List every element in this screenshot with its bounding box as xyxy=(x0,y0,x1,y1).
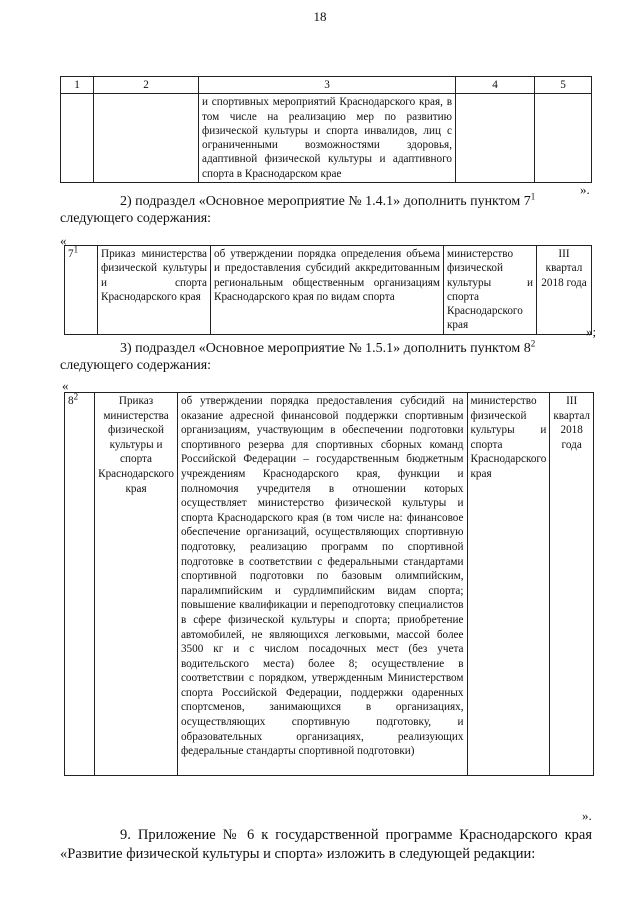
closing-quote: ». xyxy=(580,182,590,197)
cell-number: $7^1$ xyxy=(65,246,98,335)
cell-subject: об утверждении порядка предоставления субсидий на оказание адресной финансовой поддержки спортивным организациям, участвующим в обеспечении подготовки спортивного резерва для спортивных сборных команд Российской Федерации – государственным бюджетным учреждениям Краснодарского края, функции и полномочия учредителя в отношении которых осуществляет министерство физической культуры и спорта Краснодарского края (в том числе на: финансовое обеспечение организаций, осуществляющих спортивную подготовку, реализацию программ по спортивной подготовке в соответствии с федеральными стандартами спортивной подготовки по базовым олимпийским, паралимпийским и сурдлимпийским видам спорта; повышение квалификации и переподготовку специалистов в сфере физической культуры и спорта; приобретение автомобилей, не являющихся легковыми, массой более 3500 кг и с числом посадочных мест (без учета водительского места) более 8; осуществление в соответствии с порядком, утвержденным Министерством спорта Российской Федерации, поддержки одаренных спортсменов, занимающихся в организациях, осуществляющих спортивную подготовку, и образовательных организациях, реализующих федеральные стандарты спортивной подготовки) xyxy=(177,393,467,776)
cell-document: Приказ министерства физической культуры и спорта Краснодарского края xyxy=(98,246,211,335)
closing-quote: ». xyxy=(582,808,592,823)
cell-deadline: III квартал 2018 года xyxy=(537,246,592,335)
header-cell-5: 5 xyxy=(535,77,592,94)
paragraph-text: 2) подраздел «Основное мероприятие № 1.4.1» дополнить пунктом 7 xyxy=(120,194,531,209)
paragraph-continuation: следующего содержания: xyxy=(60,211,212,226)
superscript: 1 xyxy=(530,191,536,202)
header-cell-4: 4 xyxy=(456,77,535,94)
page-number: 18 xyxy=(313,9,327,24)
paragraph-continuation: следующего содержания: xyxy=(60,358,212,373)
table-row xyxy=(65,246,592,335)
table-continuation xyxy=(60,76,592,183)
table-row xyxy=(61,94,592,183)
cell-document: Приказ министерства физической культуры и спорта Краснодарского края xyxy=(95,393,178,776)
header-cell-1: 1 xyxy=(61,77,94,94)
cell-empty xyxy=(94,94,199,183)
paragraph-item-3 xyxy=(60,340,592,357)
opening-quote: « xyxy=(62,378,69,393)
paragraph-text: 3) подраздел «Основное мероприятие № 1.5.1» дополнить пунктом 8 xyxy=(120,341,531,356)
cell-measure-text: и спортивных мероприятий Краснодарского края, в том числе на реализацию мер по развитию физической культуры и спорта инвалидов, лиц с ограниченными возможностями здоровья, адаптивной физической культуры и адаптивного спорта в Краснодарском крае xyxy=(199,94,456,183)
cell-number: $8^2$ xyxy=(65,393,95,776)
paragraph-item-2 xyxy=(60,193,592,210)
header-cell-2: 2 xyxy=(94,77,199,94)
cell-executor: министерство физической культуры и спорта Краснодарского края xyxy=(444,246,537,335)
table-item-7-1 xyxy=(64,245,592,335)
cell-deadline: III квартал 2018 года xyxy=(550,393,594,776)
cell-subject: об утверждении порядка определения объема и предоставления субсидий аккредитованным региональным общественным организациям Краснодарского края по видам спорта xyxy=(211,246,444,335)
table-row xyxy=(65,393,594,776)
cell-empty xyxy=(535,94,592,183)
superscript: 2 xyxy=(530,338,536,349)
header-cell-3: 3 xyxy=(199,77,456,94)
table-item-8-2 xyxy=(64,392,594,776)
opening-quote: « xyxy=(60,233,67,248)
table-header-row xyxy=(61,77,592,94)
cell-executor: министерство физической культуры и спорта Краснодарского края xyxy=(467,393,550,776)
cell-empty xyxy=(456,94,535,183)
cell-empty xyxy=(61,94,94,183)
closing-quote: »; xyxy=(586,324,597,339)
paragraph-item-9: 9. Приложение № 6 к государственной программе Краснодарского края «Развитие физической культуры и спорта» изложить в следующей редакции: xyxy=(60,827,592,862)
